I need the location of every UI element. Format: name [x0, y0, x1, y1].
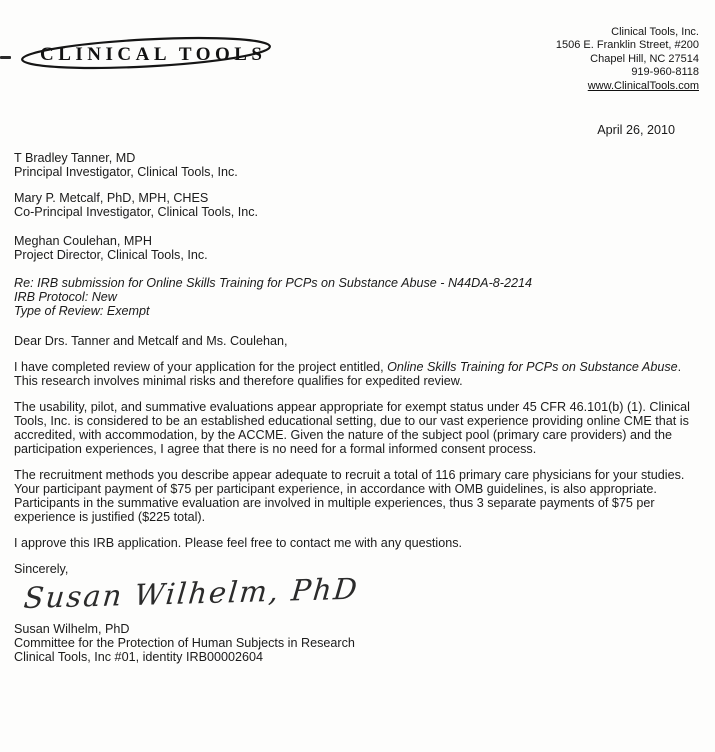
signer-committee: Committee for the Protection of Human Subjects in Research — [14, 636, 355, 651]
body-paragraph-2: The usability, pilot, and summative evaluations appear appropriate for exempt status under 45 CFR 46.101(b) (1). Clinical Tools, Inc. is considered to be an established educational setting, due to our vast experience providing online CME that is accredited, with accommodation, by the ACCME. Given the nature of the subject pool (primary care providers) and the participation experiences, I agree that there is no need for a formal informed consent process. — [14, 400, 690, 457]
re-subject-line: Re: IRB submission for Online Skills Training for PCPs on Substance Abuse - N44DA-8-2214 — [14, 276, 532, 291]
re-review-type-line: Type of Review: Exempt — [14, 304, 150, 319]
address-block — [556, 26, 699, 93]
recipient-title: Co-Principal Investigator, Clinical Tools, Inc. — [14, 205, 259, 220]
re-protocol-line: IRB Protocol: New — [14, 290, 117, 305]
recipients-section — [14, 151, 699, 262]
address-line: Chapel Hill, NC 27514 — [590, 52, 699, 65]
address-line: Clinical Tools, Inc. — [611, 26, 699, 38]
clinical-tools-logo-graphic — [18, 32, 274, 78]
letterhead — [14, 26, 699, 93]
body-paragraph-3: The recruitment methods you describe appear adequate to recruit a total of 116 primary care physicians for your studies. Your participant payment of $75 per participant experience, in accordance with OMB guidelines, is also appropriate. Participants in the summative evaluation are involved in multiple experiences, thus 3 separate payments of $75 per experience is justified ($225 total). — [14, 468, 685, 525]
handwritten-signature: Susan Wilhelm, PhD — [22, 571, 361, 616]
recipient-name: T Bradley Tanner, MD — [14, 151, 136, 166]
paragraph-text: I have completed review of your application for the project entitled, — [14, 360, 388, 375]
address-line: 919-960-8118 — [631, 66, 699, 79]
scan-artifact — [0, 56, 11, 59]
signoff-block — [14, 622, 699, 665]
clinical-tools-logo — [18, 32, 274, 81]
address-line: 1506 E. Franklin Street, #200 — [555, 39, 699, 52]
recipient-title: Project Director, Clinical Tools, Inc. — [14, 248, 208, 263]
salutation: Dear Drs. Tanner and Metcalf and Ms. Coulehan, — [14, 334, 288, 349]
logo-text: CLINICAL TOOLS — [40, 44, 267, 65]
recipient-block — [14, 191, 699, 219]
recipient-name: Mary P. Metcalf, PhD, MPH, CHES — [14, 191, 209, 206]
paragraph-text: . This research involves minimal risks and therefore qualifies for expedited review. — [14, 360, 682, 389]
date-line: April 26, 2010 — [597, 123, 675, 138]
body-paragraph-1 — [14, 360, 699, 388]
recipient-title: Principal Investigator, Clinical Tools, Inc. — [14, 165, 238, 180]
signer-org-identity: Clinical Tools, Inc #01, identity IRB00002604 — [14, 650, 263, 665]
closing: Sincerely, — [14, 562, 69, 577]
recipient-name: Meghan Coulehan, MPH — [14, 234, 152, 249]
website-link[interactable]: www.ClinicalTools.com — [587, 79, 699, 92]
recipient-block — [14, 234, 699, 262]
signer-name: Susan Wilhelm, PhD — [14, 622, 130, 637]
project-title-italic: Online Skills Training for PCPs on Substance Abuse — [387, 360, 678, 375]
recipient-block — [14, 151, 699, 179]
re-block — [14, 276, 699, 318]
body-paragraph-4: I approve this IRB application. Please feel free to contact me with any questions. — [14, 536, 463, 551]
